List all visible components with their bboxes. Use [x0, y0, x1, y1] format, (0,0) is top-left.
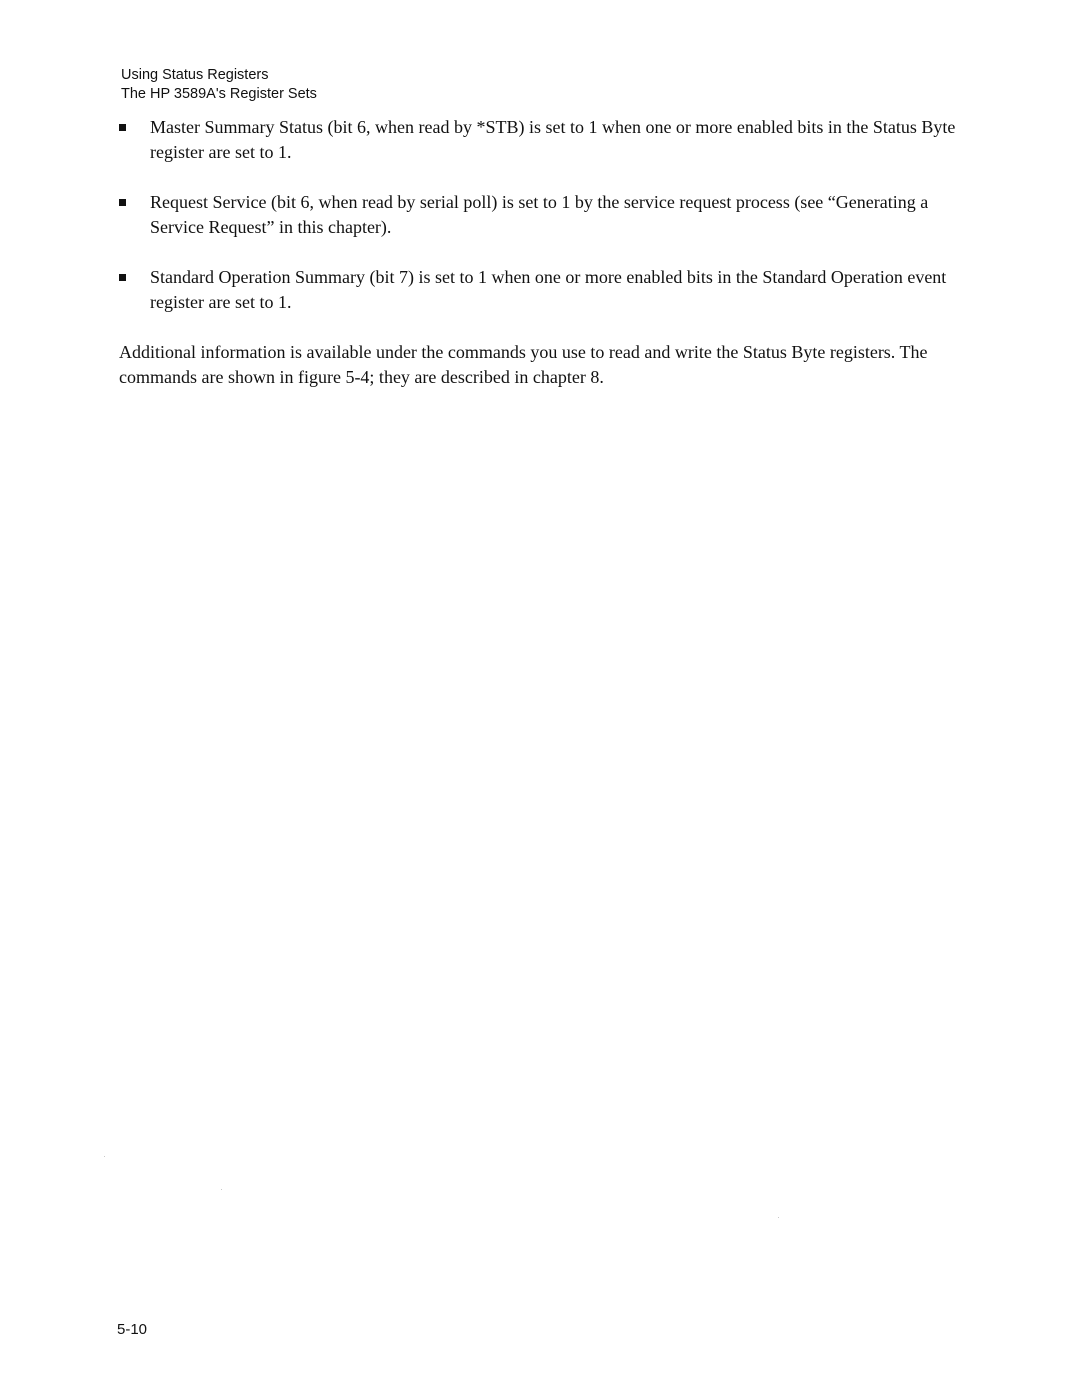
page-body: [119, 115, 959, 390]
list-item-text: Master Summary Status (bit 6, when read by *STB) is set to 1 when one or more enabled bits in the Status Byte register are set to 1.: [150, 117, 956, 162]
scan-speck: [778, 1217, 779, 1218]
section-title: Using Status Registers: [121, 67, 269, 83]
list-item: [119, 190, 959, 240]
page-number: 5-10: [117, 1321, 148, 1338]
running-header: [121, 66, 317, 104]
scan-speck: [104, 1156, 105, 1157]
square-bullet-icon: [119, 124, 126, 131]
square-bullet-icon: [119, 199, 126, 206]
list-item: [119, 115, 959, 165]
subsection-title: The HP 3589A's Register Sets: [121, 86, 317, 102]
scan-speck: [221, 1189, 222, 1190]
square-bullet-icon: [119, 274, 126, 281]
list-item-text: Request Service (bit 6, when read by serial poll) is set to 1 by the service request process (see “Generating a Service Request” in this chapter).: [150, 192, 929, 237]
bullet-list: [119, 115, 959, 315]
body-paragraph: Additional information is available under the commands you use to read and write the Status Byte registers. The commands are shown in figure 5-4; they are described in chapter 8.: [119, 342, 928, 387]
list-item: [119, 265, 959, 315]
list-item-text: Standard Operation Summary (bit 7) is set to 1 when one or more enabled bits in the Standard Operation event register are set to 1.: [150, 267, 947, 312]
